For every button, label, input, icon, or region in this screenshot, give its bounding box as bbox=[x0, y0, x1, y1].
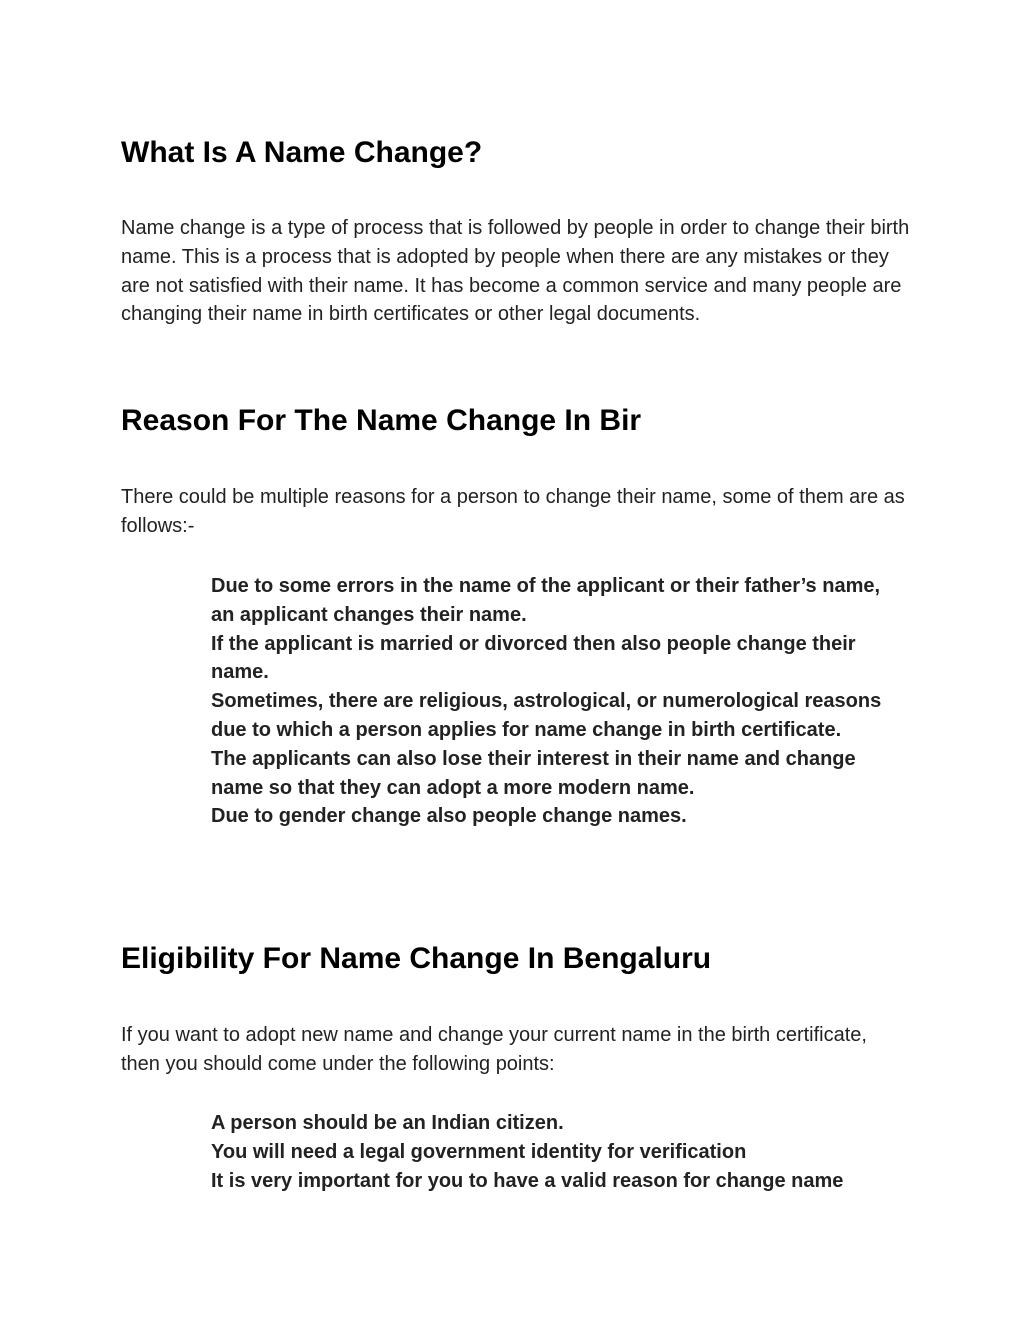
eligibility-list bbox=[211, 1109, 921, 1195]
section-heading-reasons: Reason For The Name Change In Bir bbox=[121, 404, 642, 437]
section-paragraph-what-is-name-change: Name change is a type of process that is followed by people in order to change their birth name. This is a process that is adopted by people when there are any mistakes or they are not satisfied with their name. It has become a common service and many people are changing their name in birth certificates or other legal documents. bbox=[121, 217, 910, 326]
section-paragraph-reasons: There could be multiple reasons for a person to change their name, some of them are as follows:- bbox=[121, 486, 905, 537]
reasons-list bbox=[211, 572, 891, 831]
list-item: If the applicant is married or divorced then also people change their name. bbox=[211, 632, 856, 684]
list-item: You will need a legal government identity for verification bbox=[211, 1140, 747, 1163]
list-item: Due to gender change also people change names. bbox=[211, 805, 687, 828]
list-item: A person should be an Indian citizen. bbox=[211, 1112, 564, 1134]
list-item: It is very important for you to have a valid reason for change name bbox=[211, 1169, 844, 1192]
list-item: The applicants can also lose their interest in their name and change name so that they can adopt a more modern name. bbox=[211, 747, 856, 799]
section-heading-what-is-name-change: What Is A Name Change? bbox=[121, 136, 483, 169]
list-item: Due to some errors in the name of the applicant or their father’s name, an applicant changes their name. bbox=[211, 575, 881, 626]
section-heading-eligibility: Eligibility For Name Change In Bengaluru bbox=[121, 942, 712, 975]
section-paragraph-eligibility: If you want to adopt new name and change your current name in the birth certificate, then you should come under the following points: bbox=[121, 1024, 867, 1075]
list-item: Sometimes, there are religious, astrological, or numerological reasons due to which a person applies for name change in birth certificate. bbox=[211, 690, 882, 741]
